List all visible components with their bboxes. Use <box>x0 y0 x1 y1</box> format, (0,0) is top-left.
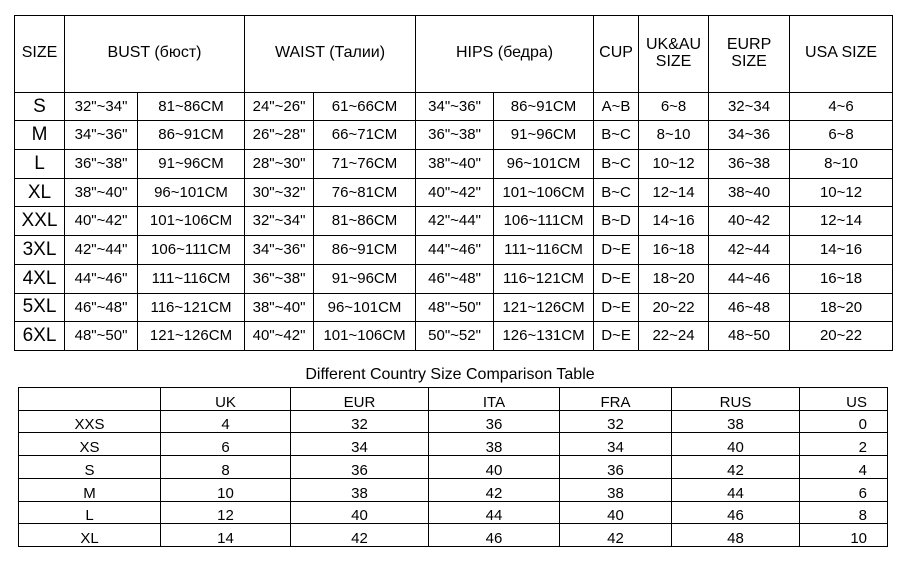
size-chart-cell: 44"~46" <box>65 264 138 293</box>
size-chart-cell: 32~34 <box>709 92 790 121</box>
size-chart-cell: 86~91CM <box>314 236 416 265</box>
size-chart-cell: 10~12 <box>639 150 709 179</box>
size-chart-cell: 116~121CM <box>494 264 594 293</box>
size-chart-cell: 96~101CM <box>494 150 594 179</box>
comparison-table-body <box>19 388 888 547</box>
size-chart-cell: 14~16 <box>790 236 893 265</box>
size-chart-cell: 44~46 <box>709 264 790 293</box>
size-chart-cell: 48~50 <box>709 322 790 351</box>
size-chart-cell: 38"~40" <box>416 150 494 179</box>
comparison-row <box>19 478 888 501</box>
comparison-header-cell: RUS <box>672 388 800 411</box>
size-chart-cell: 32"~34" <box>65 92 138 121</box>
size-chart-cell: 18~20 <box>639 264 709 293</box>
comparison-header-cell <box>19 388 161 411</box>
size-chart-cell: B~D <box>594 207 639 236</box>
comparison-size-label: XS <box>19 433 161 456</box>
size-chart-cell: 91~96CM <box>494 121 594 150</box>
comparison-cell: 40 <box>672 433 800 456</box>
size-chart-cell: 46~48 <box>709 293 790 322</box>
size-chart-cell: 42"~44" <box>416 207 494 236</box>
size-label-cell: L <box>15 150 65 179</box>
comparison-header-cell: EUR <box>291 388 429 411</box>
comparison-cell: 10 <box>800 524 888 547</box>
size-chart-cell: 86~91CM <box>494 92 594 121</box>
comparison-cell: 34 <box>560 433 672 456</box>
size-chart-cell: 111~116CM <box>138 264 245 293</box>
size-chart-cell: 40"~42" <box>245 322 314 351</box>
comparison-cell: 4 <box>800 456 888 479</box>
size-chart-cell: 38"~40" <box>65 178 138 207</box>
size-label-cell: S <box>15 92 65 121</box>
size-chart-cell: 91~96CM <box>138 150 245 179</box>
size-chart-cell: 8~10 <box>790 150 893 179</box>
size-chart-cell: 48"~50" <box>65 322 138 351</box>
size-chart-cell: 101~106CM <box>138 207 245 236</box>
comparison-table-title: Different Country Size Comparison Table <box>305 366 595 383</box>
size-chart-cell: 12~14 <box>790 207 893 236</box>
comparison-row <box>19 410 888 433</box>
size-chart-cell: 34~36 <box>709 121 790 150</box>
comparison-row <box>19 524 888 547</box>
size-chart-table <box>14 15 893 351</box>
size-chart-cell: 10~12 <box>790 178 893 207</box>
size-chart-row <box>15 322 893 351</box>
size-chart-cell: D~E <box>594 264 639 293</box>
comparison-cell: 32 <box>560 410 672 433</box>
comparison-cell: 8 <box>161 456 291 479</box>
header-bust: BUST (бюст) <box>65 16 245 93</box>
size-chart-row <box>15 150 893 179</box>
comparison-cell: 12 <box>161 501 291 524</box>
size-chart-cell: A~B <box>594 92 639 121</box>
size-label-cell: 6XL <box>15 322 65 351</box>
header-eurp-size: EURP SIZE <box>709 16 790 93</box>
comparison-cell: 48 <box>672 524 800 547</box>
size-label-cell: 3XL <box>15 236 65 265</box>
size-chart-cell: 50"~52" <box>416 322 494 351</box>
comparison-cell: 46 <box>672 501 800 524</box>
comparison-row <box>19 456 888 479</box>
comparison-cell: 36 <box>560 456 672 479</box>
size-chart-cell: 91~96CM <box>314 264 416 293</box>
size-chart-cell: 6~8 <box>639 92 709 121</box>
size-chart-cell: 86~91CM <box>138 121 245 150</box>
comparison-cell: 38 <box>560 478 672 501</box>
size-chart-row <box>15 207 893 236</box>
size-chart-cell: 76~81CM <box>314 178 416 207</box>
comparison-cell: 36 <box>429 410 560 433</box>
size-chart-row <box>15 236 893 265</box>
comparison-cell: 42 <box>672 456 800 479</box>
comparison-cell: 14 <box>161 524 291 547</box>
comparison-header-cell: US <box>800 388 888 411</box>
comparison-header-cell: ITA <box>429 388 560 411</box>
size-chart-cell: 38~40 <box>709 178 790 207</box>
comparison-size-label: L <box>19 501 161 524</box>
comparison-row <box>19 433 888 456</box>
size-chart-cell: 106~111CM <box>494 207 594 236</box>
size-chart-cell: 106~111CM <box>138 236 245 265</box>
size-label-cell: XXL <box>15 207 65 236</box>
comparison-size-label: XL <box>19 524 161 547</box>
size-chart-cell: 36"~38" <box>65 150 138 179</box>
header-usa-size: USA SIZE <box>790 16 893 93</box>
comparison-cell: 8 <box>800 501 888 524</box>
comparison-cell: 38 <box>291 478 429 501</box>
size-chart-cell: 46"~48" <box>416 264 494 293</box>
comparison-size-label: M <box>19 478 161 501</box>
comparison-cell: 46 <box>429 524 560 547</box>
size-chart-cell: 34"~36" <box>65 121 138 150</box>
comparison-cell: 44 <box>672 478 800 501</box>
size-chart-row <box>15 178 893 207</box>
comparison-cell: 42 <box>429 478 560 501</box>
size-chart-cell: 16~18 <box>790 264 893 293</box>
size-chart-cell: 101~106CM <box>494 178 594 207</box>
size-chart-cell: 20~22 <box>790 322 893 351</box>
comparison-cell: 42 <box>291 524 429 547</box>
size-chart-row <box>15 293 893 322</box>
comparison-header-row <box>19 388 888 411</box>
size-chart-cell: 38"~40" <box>245 293 314 322</box>
size-chart-cell: 4~6 <box>790 92 893 121</box>
size-chart-cell: 48"~50" <box>416 293 494 322</box>
size-chart-cell: 116~121CM <box>138 293 245 322</box>
size-chart-cell: 32"~34" <box>245 207 314 236</box>
comparison-cell: 6 <box>161 433 291 456</box>
size-label-cell: M <box>15 121 65 150</box>
size-chart-cell: 126~131CM <box>494 322 594 351</box>
size-chart-cell: D~E <box>594 236 639 265</box>
size-chart-cell: 34"~36" <box>416 92 494 121</box>
size-chart-cell: 24"~26" <box>245 92 314 121</box>
size-chart-cell: 36"~38" <box>416 121 494 150</box>
comparison-cell: 10 <box>161 478 291 501</box>
header-size: SIZE <box>15 16 65 93</box>
size-chart-cell: 66~71CM <box>314 121 416 150</box>
header-uk-au-size: UK&AU SIZE <box>639 16 709 93</box>
size-chart-cell: 81~86CM <box>314 207 416 236</box>
size-chart-cell: 121~126CM <box>138 322 245 351</box>
comparison-header-cell: FRA <box>560 388 672 411</box>
size-chart-cell: 14~16 <box>639 207 709 236</box>
header-waist: WAIST (Талии) <box>245 16 416 93</box>
comparison-cell: 44 <box>429 501 560 524</box>
size-chart-cell: B~C <box>594 178 639 207</box>
size-chart-cell: 20~22 <box>639 293 709 322</box>
size-chart-cell: 101~106CM <box>314 322 416 351</box>
comparison-cell: 0 <box>800 410 888 433</box>
size-chart-cell: 121~126CM <box>494 293 594 322</box>
size-chart-row <box>15 92 893 121</box>
country-comparison-table <box>18 387 888 547</box>
comparison-cell: 4 <box>161 410 291 433</box>
size-chart-row <box>15 121 893 150</box>
size-chart-cell: 96~101CM <box>138 178 245 207</box>
comparison-cell: 2 <box>800 433 888 456</box>
size-chart-cell: 12~14 <box>639 178 709 207</box>
comparison-size-label: XXS <box>19 410 161 433</box>
comparison-cell: 32 <box>291 410 429 433</box>
size-chart-cell: 40"~42" <box>416 178 494 207</box>
header-cup: CUP <box>594 16 639 93</box>
size-chart-cell: 22~24 <box>639 322 709 351</box>
size-chart-cell: 42~44 <box>709 236 790 265</box>
size-chart-cell: 28"~30" <box>245 150 314 179</box>
size-label-cell: 5XL <box>15 293 65 322</box>
size-chart-cell: 40"~42" <box>65 207 138 236</box>
header-hips: HIPS (бедра) <box>416 16 594 93</box>
size-chart-cell: 6~8 <box>790 121 893 150</box>
size-chart-cell: 71~76CM <box>314 150 416 179</box>
size-chart-cell: 81~86CM <box>138 92 245 121</box>
comparison-cell: 40 <box>560 501 672 524</box>
size-chart-cell: 40~42 <box>709 207 790 236</box>
size-chart-cell: 36~38 <box>709 150 790 179</box>
size-label-cell: XL <box>15 178 65 207</box>
comparison-cell: 38 <box>429 433 560 456</box>
comparison-cell: 40 <box>429 456 560 479</box>
size-chart-cell: 34"~36" <box>245 236 314 265</box>
comparison-cell: 36 <box>291 456 429 479</box>
size-chart-body <box>15 92 893 350</box>
size-chart-cell: B~C <box>594 121 639 150</box>
comparison-row <box>19 501 888 524</box>
comparison-cell: 40 <box>291 501 429 524</box>
size-chart-cell: 44"~46" <box>416 236 494 265</box>
size-chart-cell: 8~10 <box>639 121 709 150</box>
size-chart-cell: 61~66CM <box>314 92 416 121</box>
size-chart-cell: 18~20 <box>790 293 893 322</box>
size-chart-cell: 42"~44" <box>65 236 138 265</box>
size-chart-cell: 16~18 <box>639 236 709 265</box>
size-chart-cell: 26"~28" <box>245 121 314 150</box>
size-chart-cell: 30"~32" <box>245 178 314 207</box>
size-label-cell: 4XL <box>15 264 65 293</box>
size-chart-cell: D~E <box>594 322 639 351</box>
size-chart-cell: 36"~38" <box>245 264 314 293</box>
size-chart-cell: 96~101CM <box>314 293 416 322</box>
comparison-cell: 38 <box>672 410 800 433</box>
comparison-cell: 6 <box>800 478 888 501</box>
comparison-cell: 42 <box>560 524 672 547</box>
size-chart-cell: 46"~48" <box>65 293 138 322</box>
size-chart-row <box>15 264 893 293</box>
size-chart-header-row <box>15 16 893 93</box>
comparison-header-cell: UK <box>161 388 291 411</box>
size-chart-cell: D~E <box>594 293 639 322</box>
comparison-size-label: S <box>19 456 161 479</box>
comparison-cell: 34 <box>291 433 429 456</box>
size-chart-cell: B~C <box>594 150 639 179</box>
size-chart-cell: 111~116CM <box>494 236 594 265</box>
